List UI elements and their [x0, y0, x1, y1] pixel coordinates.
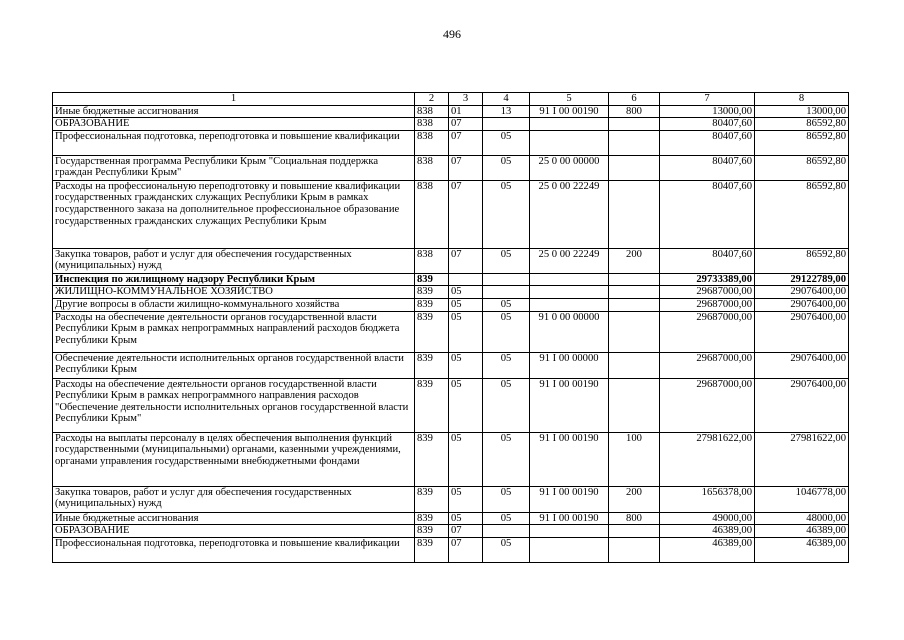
amount-year1-cell: 80407,60: [660, 155, 755, 180]
table-row: [53, 155, 849, 180]
expense-type-cell: 800: [609, 512, 660, 525]
subsection-code-cell: 05: [483, 130, 530, 155]
table-row: [53, 352, 849, 378]
target-article-cell: [530, 273, 609, 286]
chapter-code-cell: 838: [415, 118, 449, 131]
table-row: [53, 273, 849, 286]
section-code-cell: 05: [449, 512, 483, 525]
table-row: [53, 311, 849, 352]
row-name-cell: ОБРАЗОВАНИЕ: [53, 525, 415, 538]
section-code-cell: 05: [449, 486, 483, 512]
subsection-code-cell: [483, 525, 530, 538]
amount-year2-cell: 48000,00: [755, 512, 849, 525]
row-name-cell: ОБРАЗОВАНИЕ: [53, 118, 415, 131]
subsection-code-cell: [483, 273, 530, 286]
row-name-cell: Иные бюджетные ассигнования: [53, 512, 415, 525]
target-article-cell: 91 I 00 00190: [530, 105, 609, 118]
section-code-cell: 07: [449, 248, 483, 273]
target-article-cell: [530, 118, 609, 131]
row-name-cell: Расходы на обеспечение деятельности органов государственной власти Республики Крым в рамках непрограммного направления расходов "Обеспечение деятельности исполнительных органов государственной власти Республики Крым": [53, 378, 415, 432]
section-code-cell: 05: [449, 311, 483, 352]
section-code-cell: [449, 273, 483, 286]
chapter-code-cell: 839: [415, 486, 449, 512]
row-name-cell: Инспекция по жилищному надзору Республики Крым: [53, 273, 415, 286]
section-code-cell: 07: [449, 130, 483, 155]
row-name-cell: Расходы на выплаты персоналу в целях обеспечения выполнения функций государственными (муниципальными) органами, казенными учреждениями, органами управления государственными внебюджетными фондами: [53, 432, 415, 486]
amount-year1-cell: 29687000,00: [660, 352, 755, 378]
chapter-code-cell: 839: [415, 378, 449, 432]
amount-year1-cell: 29687000,00: [660, 298, 755, 311]
column-header: 7: [660, 93, 755, 106]
target-article-cell: 91 I 00 00190: [530, 432, 609, 486]
row-name-cell: ЖИЛИЩНО-КОММУНАЛЬНОЕ ХОЗЯЙСТВО: [53, 286, 415, 299]
row-name-cell: Государственная программа Республики Крым "Социальная поддержка граждан Республики Крым": [53, 155, 415, 180]
target-article-cell: 91 I 00 00190: [530, 486, 609, 512]
table-row: [53, 130, 849, 155]
amount-year2-cell: 27981622,00: [755, 432, 849, 486]
amount-year2-cell: 29122789,00: [755, 273, 849, 286]
expense-type-cell: [609, 180, 660, 248]
section-code-cell: 07: [449, 155, 483, 180]
subsection-code-cell: 05: [483, 352, 530, 378]
section-code-cell: 05: [449, 432, 483, 486]
section-code-cell: 01: [449, 105, 483, 118]
row-name-cell: Профессиональная подготовка, переподготовка и повышение квалификации: [53, 537, 415, 562]
table-row: [53, 118, 849, 131]
amount-year2-cell: 29076400,00: [755, 352, 849, 378]
amount-year2-cell: 13000,00: [755, 105, 849, 118]
amount-year1-cell: 27981622,00: [660, 432, 755, 486]
chapter-code-cell: 839: [415, 311, 449, 352]
chapter-code-cell: 839: [415, 273, 449, 286]
subsection-code-cell: 05: [483, 486, 530, 512]
chapter-code-cell: 839: [415, 298, 449, 311]
column-header: 3: [449, 93, 483, 106]
target-article-cell: 91 I 00 00190: [530, 512, 609, 525]
subsection-code-cell: 05: [483, 537, 530, 562]
chapter-code-cell: 838: [415, 180, 449, 248]
expense-type-cell: [609, 352, 660, 378]
chapter-code-cell: 838: [415, 130, 449, 155]
amount-year1-cell: 1656378,00: [660, 486, 755, 512]
expense-type-cell: [609, 273, 660, 286]
table-header-row: [53, 93, 849, 106]
target-article-cell: [530, 537, 609, 562]
column-header: 6: [609, 93, 660, 106]
page-number: 496: [443, 27, 461, 41]
expense-type-cell: 100: [609, 432, 660, 486]
column-header: 4: [483, 93, 530, 106]
column-header: 8: [755, 93, 849, 106]
table-row: [53, 378, 849, 432]
target-article-cell: [530, 298, 609, 311]
amount-year1-cell: 80407,60: [660, 248, 755, 273]
target-article-cell: 25 0 00 22249: [530, 180, 609, 248]
row-name-cell: Обеспечение деятельности исполнительных органов государственной власти Республики Крым: [53, 352, 415, 378]
target-article-cell: [530, 525, 609, 538]
section-code-cell: 05: [449, 286, 483, 299]
subsection-code-cell: 05: [483, 512, 530, 525]
expense-type-cell: 200: [609, 486, 660, 512]
table-row: [53, 432, 849, 486]
target-article-cell: 25 0 00 00000: [530, 155, 609, 180]
subsection-code-cell: 05: [483, 298, 530, 311]
column-header: 2: [415, 93, 449, 106]
section-code-cell: 07: [449, 525, 483, 538]
amount-year1-cell: 29733389,00: [660, 273, 755, 286]
amount-year1-cell: 29687000,00: [660, 378, 755, 432]
target-article-cell: 91 0 00 00000: [530, 311, 609, 352]
row-name-cell: Закупка товаров, работ и услуг для обеспечения государственных (муниципальных) нужд: [53, 248, 415, 273]
subsection-code-cell: 05: [483, 155, 530, 180]
amount-year1-cell: 80407,60: [660, 118, 755, 131]
amount-year2-cell: 29076400,00: [755, 298, 849, 311]
table-row: [53, 486, 849, 512]
amount-year1-cell: 46389,00: [660, 537, 755, 562]
subsection-code-cell: [483, 286, 530, 299]
expense-type-cell: [609, 118, 660, 131]
amount-year1-cell: 80407,60: [660, 130, 755, 155]
table-row: [53, 537, 849, 562]
amount-year2-cell: 86592,80: [755, 180, 849, 248]
amount-year2-cell: 29076400,00: [755, 311, 849, 352]
chapter-code-cell: 839: [415, 512, 449, 525]
amount-year1-cell: 49000,00: [660, 512, 755, 525]
section-code-cell: 07: [449, 118, 483, 131]
section-code-cell: 05: [449, 352, 483, 378]
row-name-cell: Профессиональная подготовка, переподготовка и повышение квалификации: [53, 130, 415, 155]
section-code-cell: 05: [449, 378, 483, 432]
subsection-code-cell: [483, 118, 530, 131]
expense-type-cell: [609, 130, 660, 155]
table-row: [53, 525, 849, 538]
section-code-cell: 07: [449, 537, 483, 562]
amount-year2-cell: 46389,00: [755, 537, 849, 562]
chapter-code-cell: 838: [415, 248, 449, 273]
expense-type-cell: 800: [609, 105, 660, 118]
row-name-cell: Закупка товаров, работ и услуг для обеспечения государственных (муниципальных) нужд: [53, 486, 415, 512]
target-article-cell: [530, 286, 609, 299]
amount-year1-cell: 29687000,00: [660, 311, 755, 352]
expense-type-cell: [609, 298, 660, 311]
subsection-code-cell: 05: [483, 180, 530, 248]
subsection-code-cell: 05: [483, 248, 530, 273]
target-article-cell: 91 I 00 00000: [530, 352, 609, 378]
amount-year2-cell: 29076400,00: [755, 378, 849, 432]
subsection-code-cell: 13: [483, 105, 530, 118]
expense-type-cell: 200: [609, 248, 660, 273]
row-name-cell: Другие вопросы в области жилищно-коммунального хозяйства: [53, 298, 415, 311]
amount-year2-cell: 86592,80: [755, 248, 849, 273]
chapter-code-cell: 839: [415, 286, 449, 299]
amount-year2-cell: 29076400,00: [755, 286, 849, 299]
column-header: 5: [530, 93, 609, 106]
section-code-cell: 07: [449, 180, 483, 248]
chapter-code-cell: 839: [415, 432, 449, 486]
column-header: 1: [53, 93, 415, 106]
chapter-code-cell: 838: [415, 155, 449, 180]
expense-type-cell: [609, 155, 660, 180]
subsection-code-cell: 05: [483, 311, 530, 352]
chapter-code-cell: 839: [415, 537, 449, 562]
amount-year2-cell: 1046778,00: [755, 486, 849, 512]
target-article-cell: 25 0 00 22249: [530, 248, 609, 273]
row-name-cell: Расходы на обеспечение деятельности органов государственной власти Республики Крым в рамках непрограммных направлений расходов бюджета Республики Крым: [53, 311, 415, 352]
amount-year1-cell: 29687000,00: [660, 286, 755, 299]
amount-year1-cell: 80407,60: [660, 180, 755, 248]
expense-type-cell: [609, 525, 660, 538]
amount-year1-cell: 13000,00: [660, 105, 755, 118]
amount-year2-cell: 86592,80: [755, 155, 849, 180]
table-row: [53, 512, 849, 525]
amount-year1-cell: 46389,00: [660, 525, 755, 538]
amount-year2-cell: 46389,00: [755, 525, 849, 538]
chapter-code-cell: 838: [415, 105, 449, 118]
subsection-code-cell: 05: [483, 378, 530, 432]
chapter-code-cell: 839: [415, 352, 449, 378]
table-row: [53, 248, 849, 273]
target-article-cell: 91 I 00 00190: [530, 378, 609, 432]
expense-type-cell: [609, 537, 660, 562]
chapter-code-cell: 839: [415, 525, 449, 538]
table-row: [53, 286, 849, 299]
target-article-cell: [530, 130, 609, 155]
section-code-cell: 05: [449, 298, 483, 311]
expense-type-cell: [609, 286, 660, 299]
row-name-cell: Расходы на профессиональную переподготовку и повышение квалификации государственных гражданских служащих Республики Крым в рамках государственного заказа на дополнительное профессиональное образование государственных гражданских служащих Республики Крым: [53, 180, 415, 248]
amount-year2-cell: 86592,80: [755, 130, 849, 155]
table-row: [53, 105, 849, 118]
expense-type-cell: [609, 311, 660, 352]
subsection-code-cell: 05: [483, 432, 530, 486]
row-name-cell: Иные бюджетные ассигнования: [53, 105, 415, 118]
expense-type-cell: [609, 378, 660, 432]
table-row: [53, 298, 849, 311]
amount-year2-cell: 86592,80: [755, 118, 849, 131]
table-row: [53, 180, 849, 248]
budget-table: [52, 92, 849, 563]
